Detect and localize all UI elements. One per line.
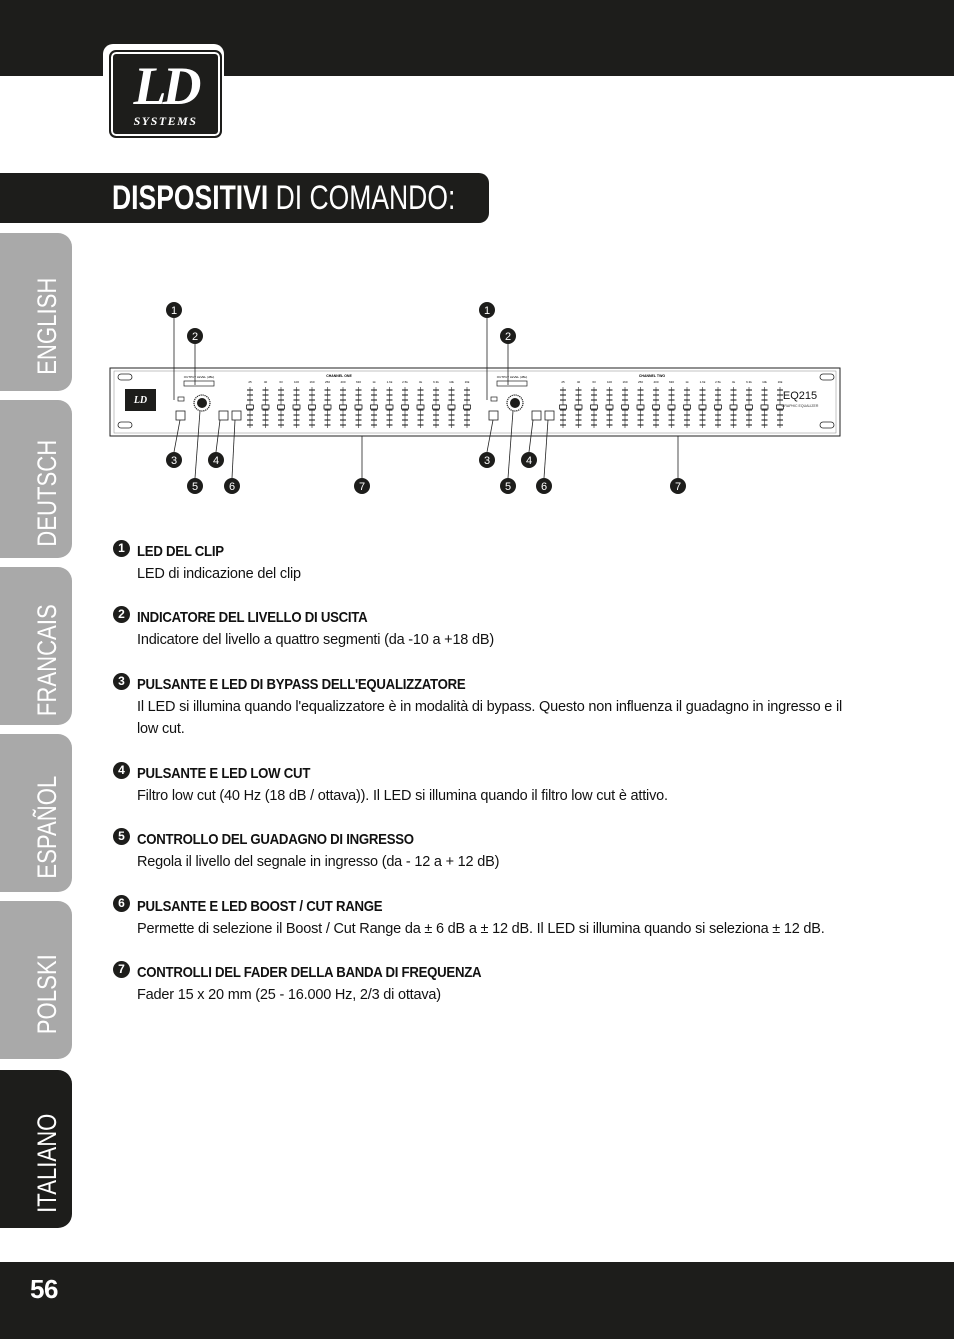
item-title: PULSANTE E LED LOW CUT	[137, 765, 311, 782]
fader-knob	[262, 405, 269, 409]
fader-knob	[715, 405, 722, 409]
fader-knob	[417, 405, 424, 409]
fader-frequency-label: 10k	[762, 380, 767, 384]
tab-italiano[interactable]	[0, 1070, 72, 1228]
tab-label: ITALIANO	[32, 1113, 62, 1213]
fader-frequency-label: 100	[606, 380, 613, 384]
item-title: CONTROLLO DEL GUADAGNO DI INGRESSO	[137, 831, 414, 848]
tab-english[interactable]	[0, 233, 72, 391]
item-number-badge: 5	[113, 828, 130, 845]
callout-number: 4	[212, 455, 220, 467]
item-number-badge: 1	[113, 540, 130, 557]
callout-number: 6	[540, 481, 548, 493]
item-number-badge: 4	[113, 762, 130, 779]
item-description: LED di indicazione del clip	[137, 566, 301, 582]
fader-knob	[746, 405, 753, 409]
fader-knob	[622, 405, 629, 409]
fader-knob	[684, 405, 691, 409]
callout-number: 1	[170, 305, 178, 317]
item-number-badge: 7	[113, 961, 130, 978]
fader-knob	[386, 405, 393, 409]
fader-frequency-label: 1k	[372, 380, 376, 384]
item-number-badge: 6	[113, 895, 130, 912]
item-number-badge: 2	[113, 606, 130, 623]
fader-frequency-label: 25	[248, 380, 252, 384]
page-title-bold: DISPOSITIVI	[112, 179, 269, 217]
svg-text:LD: LD	[133, 395, 148, 406]
callout-number: 7	[358, 481, 366, 493]
fader-knob	[464, 405, 471, 409]
callout-number: 5	[191, 481, 199, 493]
tab-label: DEUTSCH	[32, 439, 62, 547]
fader-frequency-label: 250	[637, 380, 644, 384]
output-level-label: OUTPUT LEVEL (dBu)	[183, 375, 215, 379]
fader-knob	[247, 405, 254, 409]
callout-number: 6	[228, 481, 236, 493]
fader-frequency-label: 630	[668, 380, 675, 384]
item-title: INDICATORE DEL LIVELLO DI USCITA	[137, 609, 368, 626]
fader-frequency-label: 400	[340, 380, 346, 384]
fader-frequency-label: 250	[324, 380, 331, 384]
callout-number: 1	[483, 305, 491, 317]
fader-knob	[402, 405, 409, 409]
fader-frequency-label: 6.3k	[746, 380, 752, 384]
fader-knob	[448, 405, 455, 409]
item-description: Permette di selezione il Boost / Cut Range da ± 6 dB a ± 12 dB. Il LED si illumina quando si seleziona ± 12 dB.	[137, 921, 825, 937]
item-description: Il LED si illumina quando l'equalizzatore è in modalità di bypass. Questo non influenza il guadagno in ingresso e il low cut.	[137, 699, 843, 737]
logo	[103, 44, 224, 140]
fader-frequency-label: 160	[622, 380, 628, 384]
channel-label: CHANNEL TWO	[638, 374, 666, 378]
fader-knob	[340, 405, 347, 409]
fader-knob	[761, 405, 768, 409]
fader-frequency-label: 16k	[464, 380, 470, 384]
item-title: LED DEL CLIP	[137, 543, 224, 560]
fader-frequency-label: 40	[263, 380, 268, 384]
fader-frequency-label: 63	[279, 380, 283, 384]
callout-number: 3	[170, 455, 178, 467]
fader-knob	[668, 405, 675, 409]
fader-frequency-label: 1.6k	[386, 380, 393, 384]
model-sublabel: GRAPHIC EQUALIZER	[781, 404, 819, 408]
callout-number: 5	[504, 481, 512, 493]
tab-label: FRANCAIS	[32, 604, 62, 717]
item-description: Filtro low cut (40 Hz (18 dB / ottava)). Il LED si illumina quando il filtro low cut è attivo.	[137, 788, 668, 804]
fader-frequency-label: 1.6k	[699, 380, 706, 384]
page-title-regular: DI COMANDO:	[275, 179, 456, 217]
equalizer-diagram	[100, 290, 860, 505]
fader-frequency-label: 6.3k	[433, 380, 439, 384]
callout-number: 2	[504, 331, 512, 343]
callout-number: 4	[525, 455, 533, 467]
callout-number: 7	[674, 481, 682, 493]
fader-knob	[293, 405, 300, 409]
fader-knob	[606, 405, 613, 409]
fader-knob	[371, 405, 378, 409]
item-title: PULSANTE E LED BOOST / CUT RANGE	[137, 898, 383, 915]
logo-text: LD	[133, 56, 198, 116]
fader-frequency-label: 16k	[777, 380, 783, 384]
fader-frequency-label: 2.5k	[715, 380, 721, 384]
page-title	[112, 174, 455, 222]
fader-frequency-label: 100	[293, 380, 300, 384]
item-description: Fader 15 x 20 mm (25 - 16.000 Hz, 2/3 di ottava)	[137, 987, 441, 1003]
item-title: CONTROLLI DEL FADER DELLA BANDA DI FREQUENZA	[137, 964, 482, 981]
item-number-badge: 3	[113, 673, 130, 690]
callout-number: 2	[191, 331, 199, 343]
item-title: PULSANTE E LED DI BYPASS DELL'EQUALIZZATORE	[137, 676, 466, 693]
fader-knob	[433, 405, 440, 409]
fader-knob	[309, 405, 316, 409]
logo-badge	[109, 50, 222, 138]
channel-label: CHANNEL ONE	[326, 374, 352, 378]
gain-knob-center	[197, 398, 207, 408]
fader-frequency-label: 2.5k	[402, 380, 408, 384]
fader-knob	[355, 405, 362, 409]
fader-frequency-label: 25	[561, 380, 565, 384]
bottom-bar	[0, 1262, 954, 1339]
fader-frequency-label: 40	[576, 380, 581, 384]
fader-knob	[730, 405, 737, 409]
fader-knob	[324, 405, 331, 409]
fader-frequency-label: 10k	[449, 380, 454, 384]
fader-knob	[591, 405, 598, 409]
item-description: Regola il livello del segnale in ingresso (da - 12 a + 12 dB)	[137, 854, 500, 870]
fader-knob	[560, 405, 567, 409]
fader-frequency-label: 63	[592, 380, 596, 384]
fader-frequency-label: 160	[309, 380, 315, 384]
logo-subtext: SYSTEMS	[133, 114, 198, 128]
fader-knob	[637, 405, 644, 409]
tab-label: POLSKI	[32, 954, 62, 1035]
fader-frequency-label: 4k	[418, 380, 423, 384]
tab-deutsch[interactable]	[0, 400, 72, 558]
tab-polski[interactable]	[0, 901, 72, 1059]
fader-knob	[278, 405, 285, 409]
output-level-label: OUTPUT LEVEL (dBu)	[496, 375, 528, 379]
tab-label: ENGLISH	[32, 277, 62, 375]
tab-label: ESPAÑOL	[32, 775, 62, 879]
gain-knob-center	[510, 398, 520, 408]
callout-number: 3	[483, 455, 491, 467]
model-label: EQ215	[782, 390, 818, 402]
fader-knob	[575, 405, 582, 409]
fader-knob	[699, 405, 706, 409]
tab-francais[interactable]	[0, 567, 72, 725]
fader-frequency-label: 400	[653, 380, 659, 384]
fader-frequency-label: 630	[355, 380, 362, 384]
fader-knob	[653, 405, 660, 409]
tab-espanol[interactable]	[0, 734, 72, 892]
page-number: 56	[30, 1274, 58, 1304]
item-description: Indicatore del livello a quattro segmenti (da -10 a +18 dB)	[137, 632, 494, 648]
fader-frequency-label: 1k	[685, 380, 689, 384]
fader-frequency-label: 4k	[731, 380, 736, 384]
